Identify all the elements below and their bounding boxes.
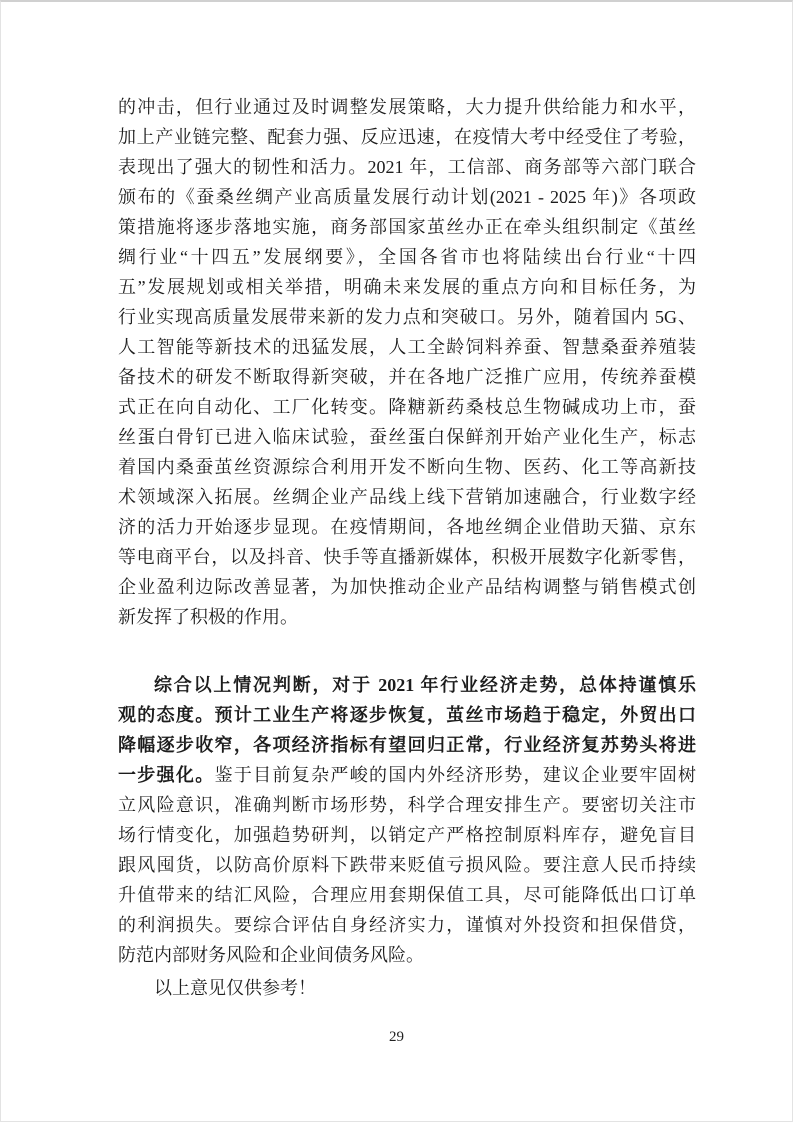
text-line (118, 512, 696, 542)
text-run: 以上意见仅供参考！ (154, 978, 316, 998)
text-line (118, 272, 696, 302)
text-line (118, 670, 696, 700)
text-run: 表现出了强大的韧性和活力。2021 年，工信部、商务部等六部门联合 (118, 157, 696, 177)
paragraph (118, 973, 696, 1003)
text-run: 颁布的《蚕桑丝绸产业高质量发展行动计划(2021 - 2025 年)》各项政 (118, 187, 696, 207)
text-run: 行业实现高质量发展带来新的发力点和突破口。另外，随着国内 5G、 (118, 307, 696, 327)
paragraph (118, 92, 696, 632)
text-line (118, 332, 696, 362)
text-line (118, 790, 696, 820)
text-run: 防范内部财务风险和企业间债务风险。 (118, 945, 424, 965)
text-line (118, 880, 696, 910)
text-line (118, 482, 696, 512)
text-line (118, 700, 696, 730)
text-run: 济的活力开始逐步显现。在疫情期间，各地丝绸企业借助天猫、京东 (118, 517, 696, 537)
text-line (118, 730, 696, 760)
text-run: 跟风囤货，以防高价原料下跌带来贬值亏损风险。要注意人民币持续 (118, 855, 696, 875)
text-run: 的冲击，但行业通过及时调整发展策略，大力提升供给能力和水平， (118, 97, 696, 117)
text-line (118, 602, 696, 632)
page-number: 29 (389, 1029, 404, 1045)
text-run: 立风险意识，准确判断市场形势，科学合理安排生产。要密切关注市 (118, 795, 696, 815)
text-line (118, 760, 696, 790)
text-run: 加上产业链完整、配套力强、反应迅速，在疫情大考中经受住了考验， (118, 127, 696, 147)
text-run: 的利润损失。要综合评估自身经济实力，谨慎对外投资和担保借贷， (118, 915, 696, 935)
text-line (118, 542, 696, 572)
text-run: 着国内桑蚕茧丝资源综合利用开发不断向生物、医药、化工等高新技 (118, 457, 696, 477)
text-run: 升值带来的结汇风险，合理应用套期保值工具，尽可能降低出口订单 (118, 885, 696, 905)
text-line (118, 392, 696, 422)
text-run: 式正在向自动化、工厂化转变。降糖新药桑枝总生物碱成功上市，蚕 (118, 397, 696, 417)
text-run: 场行情变化，加强趋势研判，以销定产严格控制原料库存，避免盲目 (118, 825, 696, 845)
text-line (118, 152, 696, 182)
bold-text-run: 降幅逐步收窄，各项经济指标有望回归正常，行业经济复苏势头将进 (118, 735, 696, 755)
text-line (118, 302, 696, 332)
text-line (118, 820, 696, 850)
text-run: 策措施将逐步落地实施，商务部国家茧丝办正在牵头组织制定《茧丝 (118, 217, 696, 237)
text-run: 鉴于目前复杂严峻的国内外经济形势，建议企业要牢固树 (214, 765, 697, 785)
text-run: 新发挥了积极的作用。 (118, 607, 298, 627)
text-run: 丝蛋白骨钉已进入临床试验，蚕丝蛋白保鲜剂开始产业化生产，标志 (118, 427, 696, 447)
text-run: 五”发展规划或相关举措，明确未来发展的重点方向和目标任务，为 (118, 277, 696, 297)
text-line (118, 973, 696, 1003)
text-line (118, 940, 696, 970)
text-line (118, 452, 696, 482)
paragraph (118, 670, 696, 970)
text-line (118, 242, 696, 272)
text-line (118, 92, 696, 122)
text-line (118, 850, 696, 880)
text-line (118, 572, 696, 602)
text-line (118, 910, 696, 940)
text-run: 企业盈利边际改善显著，为加快推动企业产品结构调整与销售模式创 (118, 577, 696, 597)
text-line (118, 212, 696, 242)
text-run: 等电商平台，以及抖音、快手等直播新媒体，积极开展数字化新零售， (118, 547, 696, 567)
bold-text-run: 一步强化。 (118, 765, 215, 785)
text-line (118, 422, 696, 452)
text-run: 备技术的研发不断取得新突破，并在各地广泛推广应用，传统养蚕模 (118, 367, 696, 387)
text-run: 人工智能等新技术的迅猛发展，人工全龄饲料养蚕、智慧桑蚕养殖装 (118, 337, 696, 357)
text-block (118, 92, 696, 1003)
text-line (118, 122, 696, 152)
text-run: 绸行业“十四五”发展纲要》，全国各省市也将陆续出台行业“十四 (118, 247, 696, 267)
bold-text-run: 综合以上情况判断，对于 2021 年行业经济走势，总体持谨慎乐 (154, 675, 696, 695)
text-line (118, 362, 696, 392)
text-line (118, 182, 696, 212)
text-run: 术领域深入拓展。丝绸企业产品线上线下营销加速融合，行业数字经 (118, 487, 696, 507)
bold-text-run: 观的态度。预计工业生产将逐步恢复，茧丝市场趋于稳定，外贸出口 (118, 705, 696, 725)
